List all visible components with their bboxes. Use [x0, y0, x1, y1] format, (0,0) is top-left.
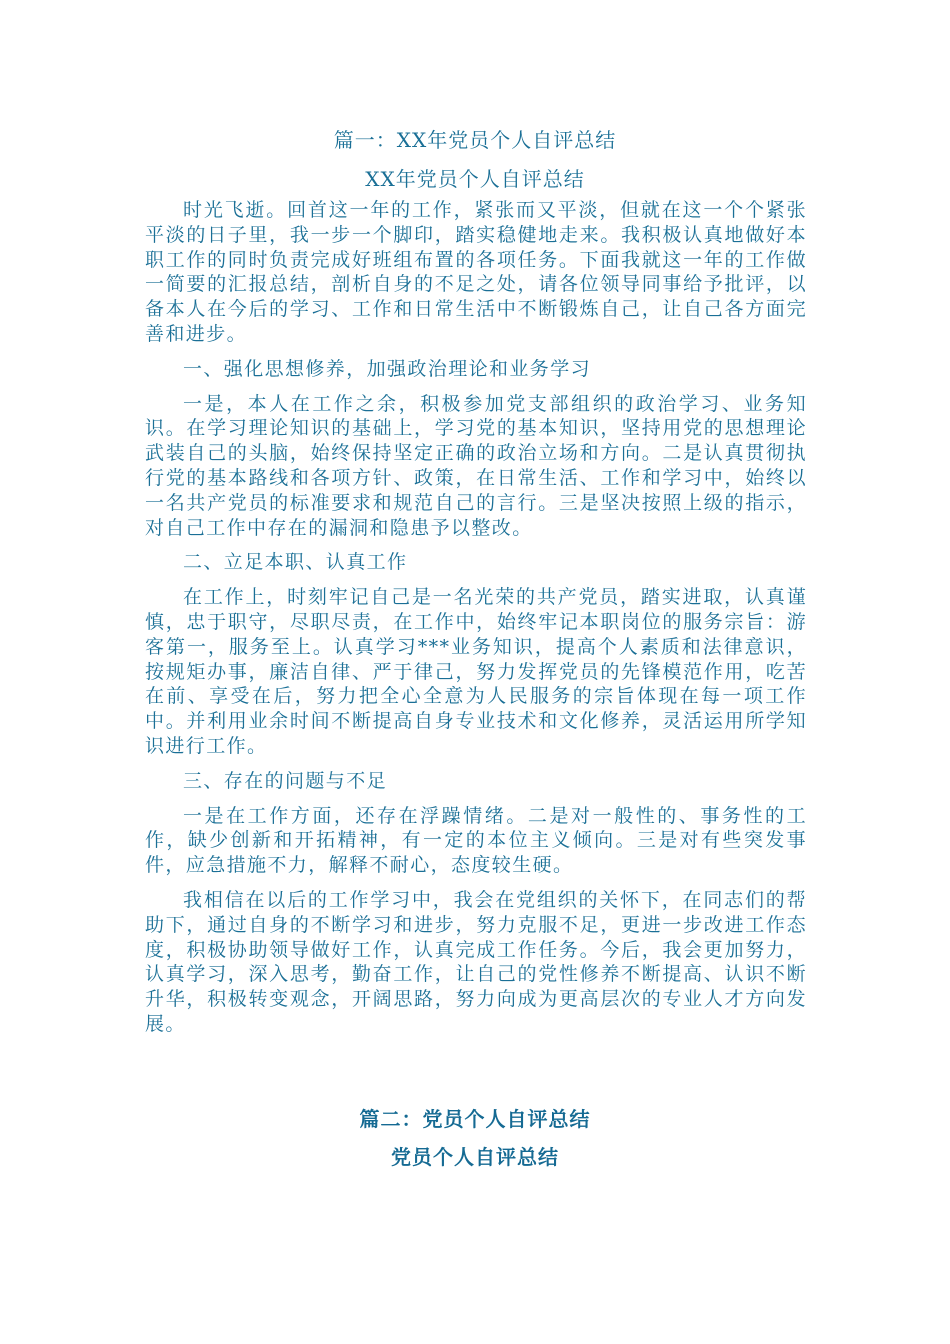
- part1-title: XX年党员个人自评总结: [365, 167, 585, 191]
- part1-heading: 篇一：XX年党员个人自评总结: [333, 128, 617, 152]
- section1-paragraph: 一是，本人在工作之余，积极参加党支部组织的政治学习、业务知识。在学习理论知识的基础上，学习党的基本知识，坚持用党的思想理论武装自己的头脑，始终保持坚定正确的政治立场和方向。二是认真贯彻执行党的基本路线和各项方针、政策，在日常生活、工作和学习中，始终以一名共产党员的标准要求和规范自己的言行。三是坚决按照上级的指示，对自己工作中存在的漏洞和隐患予以整改。: [145, 392, 807, 539]
- section3-paragraph: 一是在工作方面，还存在浮躁情绪。二是对一般性的、事务性的工作，缺少创新和开拓精神，有一定的本位主义倾向。三是对有些突发事件，应急措施不力，解释不耐心，态度较生硬。: [145, 804, 807, 877]
- part1-body: [145, 198, 807, 1047]
- section2-title: 二、立足本职、认真工作: [183, 551, 408, 574]
- intro-paragraph: 时光飞逝。回首这一年的工作，紧张而又平淡，但就在这一个个紧张平淡的日子里，我一步一个脚印，踏实稳健地走来。我积极认真地做好本职工作的同时负责完成好班组布置的各项任务。下面我就这一年的工作做一简要的汇报总结，剖析自身的不足之处，请各位领导同事给予批评，以备本人在今后的学习、工作和日常生活中不断锻炼自己，让自己各方面完善和进步。: [145, 199, 807, 345]
- closing-paragraph: 我相信在以后的工作学习中，我会在党组织的关怀下，在同志们的帮助下，通过自身的不断学习和进步，努力克服不足，更进一步改进工作态度，积极协助领导做好工作，认真完成工作任务。今后，我会更加努力，认真学习，深入思考，勤奋工作，让自己的党性修养不断提高、认识不断升华，积极转变观念，开阔思路，努力向成为更高层次的专业人才方向发展。: [145, 888, 807, 1035]
- section2-paragraph: 在工作上，时刻牢记自己是一名光荣的共产党员，踏实进取，认真谨慎，忠于职守，尽职尽责，在工作中，始终牢记本职岗位的服务宗旨：游客第一，服务至上。认真学习***业务知识，提高个人素质和法律意识，按规矩办事，廉洁自律、严于律己，努力发挥党员的先锋模范作用，吃苦在前、享受在后，努力把全心全意为人民服务的宗旨体现在每一项工作中。并利用业余时间不断提高自身专业技术和文化修养，灵活运用所学知识进行工作。: [145, 586, 807, 757]
- part2-title: 党员个人自评总结: [391, 1145, 559, 1169]
- section3-title: 三、存在的问题与不足: [183, 769, 388, 792]
- part2-heading: 篇二：党员个人自评总结: [359, 1107, 591, 1131]
- section1-title: 一、强化思想修养，加强政治理论和业务学习: [183, 357, 592, 380]
